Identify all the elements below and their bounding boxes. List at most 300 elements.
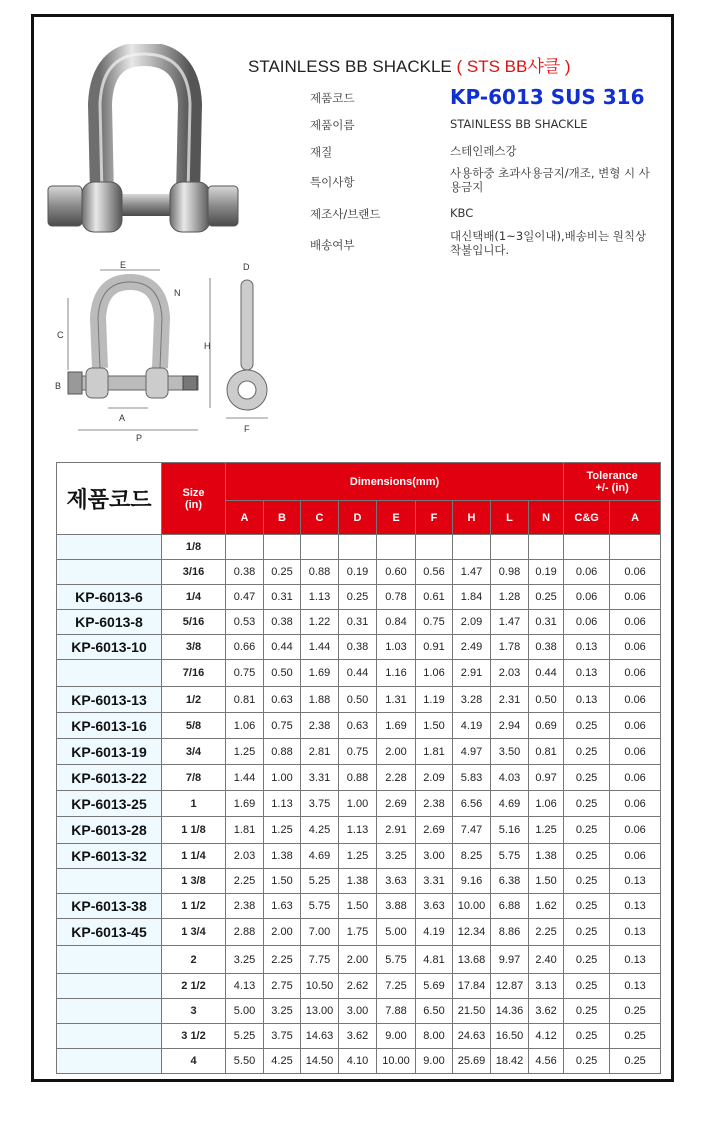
row-value [564, 535, 610, 560]
row-value: 0.25 [264, 560, 301, 585]
row-value: 1.78 [491, 635, 529, 660]
table-row [57, 844, 661, 869]
table-row [57, 946, 661, 974]
row-value: 4.69 [491, 791, 529, 817]
dim-label-A: A [119, 413, 126, 423]
row-value: 0.06 [610, 765, 661, 791]
row-value: 6.56 [453, 791, 491, 817]
row-value: 0.60 [377, 560, 416, 585]
info-value: STAINLESS BB SHACKLE [450, 117, 588, 131]
row-code [57, 999, 162, 1024]
row-value: 2.03 [491, 660, 529, 687]
row-value: 0.25 [564, 999, 610, 1024]
title-main: STAINLESS BB SHACKLE [248, 57, 452, 76]
row-value: 0.50 [264, 660, 301, 687]
row-code [57, 1024, 162, 1049]
row-size: 1 1/2 [162, 894, 226, 919]
row-value: 0.13 [610, 919, 661, 946]
row-value: 0.81 [529, 739, 564, 765]
table-row [57, 535, 661, 560]
row-value: 4.19 [453, 713, 491, 739]
row-value: 2.00 [339, 946, 377, 974]
row-value: 1.25 [529, 817, 564, 844]
row-code: KP-6013-19 [57, 739, 162, 765]
row-value: 0.31 [339, 610, 377, 635]
row-value: 0.13 [610, 946, 661, 974]
row-value: 5.25 [226, 1024, 264, 1049]
row-code: KP-6013-22 [57, 765, 162, 791]
row-value: 25.69 [453, 1049, 491, 1074]
row-size: 1/2 [162, 687, 226, 713]
table-row [57, 610, 661, 635]
row-value: 2.25 [529, 919, 564, 946]
row-value: 3.50 [491, 739, 529, 765]
row-value: 1.81 [416, 739, 453, 765]
row-value: 0.63 [339, 713, 377, 739]
row-value: 0.47 [226, 585, 264, 610]
row-value [377, 535, 416, 560]
row-value: 3.88 [377, 894, 416, 919]
row-value: 0.50 [339, 687, 377, 713]
row-value [416, 535, 453, 560]
row-size: 3/4 [162, 739, 226, 765]
row-value: 1.06 [226, 713, 264, 739]
row-value: 0.25 [564, 817, 610, 844]
row-value: 4.19 [416, 919, 453, 946]
row-value: 1.44 [226, 765, 264, 791]
table-row [57, 585, 661, 610]
row-value: 1.62 [529, 894, 564, 919]
row-value: 5.00 [377, 919, 416, 946]
row-value: 12.87 [491, 974, 529, 999]
row-value: 6.88 [491, 894, 529, 919]
row-value: 4.03 [491, 765, 529, 791]
row-value: 1.69 [226, 791, 264, 817]
col-header-a: A [226, 501, 264, 535]
row-value: 1.06 [416, 660, 453, 687]
row-value: 0.19 [339, 560, 377, 585]
row-code: KP-6013-28 [57, 817, 162, 844]
info-label: 배송여부 [310, 238, 355, 252]
row-value: 3.62 [339, 1024, 377, 1049]
col-header-c: C [301, 501, 339, 535]
row-value: 1.38 [264, 844, 301, 869]
row-value: 2.62 [339, 974, 377, 999]
col-header-h: H [453, 501, 491, 535]
row-value: 2.00 [264, 919, 301, 946]
row-value: 1.50 [529, 869, 564, 894]
row-value: 8.25 [453, 844, 491, 869]
row-value: 10.00 [377, 1049, 416, 1074]
row-value: 0.25 [610, 1024, 661, 1049]
row-value: 0.25 [610, 999, 661, 1024]
row-value: 4.12 [529, 1024, 564, 1049]
table-row [57, 869, 661, 894]
row-value: 21.50 [453, 999, 491, 1024]
row-value: 3.75 [301, 791, 339, 817]
col-header-b: B [264, 501, 301, 535]
row-value: 0.97 [529, 765, 564, 791]
row-value: 0.25 [564, 974, 610, 999]
row-value: 6.38 [491, 869, 529, 894]
row-value: 1.13 [264, 791, 301, 817]
header-tolerance: Tolerance +/- (in) [564, 463, 661, 501]
row-value: 4.81 [416, 946, 453, 974]
row-value: 2.09 [416, 765, 453, 791]
row-value: 0.25 [564, 946, 610, 974]
row-size: 1 3/8 [162, 869, 226, 894]
info-label: 특이사항 [310, 175, 355, 189]
row-value: 0.44 [264, 635, 301, 660]
row-value: 0.31 [529, 610, 564, 635]
row-value: 1.50 [416, 713, 453, 739]
row-value: 1.47 [453, 560, 491, 585]
dim-label-B: B [55, 381, 62, 391]
row-value: 24.63 [453, 1024, 491, 1049]
row-value: 1.38 [529, 844, 564, 869]
table-row [57, 974, 661, 999]
row-value: 4.97 [453, 739, 491, 765]
table-row [57, 894, 661, 919]
row-value: 0.63 [264, 687, 301, 713]
row-size: 1 [162, 791, 226, 817]
col-header-e: E [377, 501, 416, 535]
row-value: 1.22 [301, 610, 339, 635]
row-value: 2.00 [377, 739, 416, 765]
row-value: 0.25 [564, 765, 610, 791]
row-size: 4 [162, 1049, 226, 1074]
row-value: 1.50 [264, 869, 301, 894]
row-value: 0.66 [226, 635, 264, 660]
info-value: 사용하중 초과사용금지/개조, 변형 시 사용금지 [450, 166, 650, 194]
row-value: 17.84 [453, 974, 491, 999]
row-value: 0.53 [226, 610, 264, 635]
row-value: 16.50 [491, 1024, 529, 1049]
row-value: 2.28 [377, 765, 416, 791]
row-value: 5.00 [226, 999, 264, 1024]
row-code [57, 660, 162, 687]
row-value: 0.06 [610, 687, 661, 713]
row-value: 0.38 [339, 635, 377, 660]
row-value: 1.25 [339, 844, 377, 869]
row-value: 2.69 [416, 817, 453, 844]
row-value: 1.00 [264, 765, 301, 791]
row-value [453, 535, 491, 560]
row-value: 0.91 [416, 635, 453, 660]
table-row [57, 687, 661, 713]
row-size: 1/8 [162, 535, 226, 560]
row-value: 0.06 [610, 713, 661, 739]
row-code: KP-6013-10 [57, 635, 162, 660]
row-value: 7.47 [453, 817, 491, 844]
row-value: 1.25 [264, 817, 301, 844]
row-value: 1.00 [339, 791, 377, 817]
row-value: 0.38 [529, 635, 564, 660]
row-value: 0.50 [529, 687, 564, 713]
row-value: 1.50 [339, 894, 377, 919]
row-value: 0.69 [529, 713, 564, 739]
row-value: 5.50 [226, 1049, 264, 1074]
row-value: 1.19 [416, 687, 453, 713]
row-value: 18.42 [491, 1049, 529, 1074]
row-value: 2.91 [453, 660, 491, 687]
row-value: 0.06 [610, 585, 661, 610]
row-value: 3.31 [416, 869, 453, 894]
row-code: KP-6013-45 [57, 919, 162, 946]
header-dimensions: Dimensions(mm) [226, 463, 564, 501]
row-size: 5/8 [162, 713, 226, 739]
row-value: 0.31 [264, 585, 301, 610]
row-value: 3.28 [453, 687, 491, 713]
table-row [57, 1024, 661, 1049]
row-value: 7.00 [301, 919, 339, 946]
row-value: 4.69 [301, 844, 339, 869]
row-value: 2.38 [301, 713, 339, 739]
row-size: 3/8 [162, 635, 226, 660]
row-value: 5.75 [301, 894, 339, 919]
row-size: 1 1/4 [162, 844, 226, 869]
row-value: 3.13 [529, 974, 564, 999]
row-value: 2.25 [226, 869, 264, 894]
row-value: 0.88 [301, 560, 339, 585]
row-value: 0.75 [339, 739, 377, 765]
table-row [57, 560, 661, 585]
row-value: 2.91 [377, 817, 416, 844]
row-value: 0.06 [564, 560, 610, 585]
row-value: 1.03 [377, 635, 416, 660]
row-value: 8.00 [416, 1024, 453, 1049]
row-value: 2.38 [226, 894, 264, 919]
row-value: 0.06 [564, 610, 610, 635]
row-code: KP-6013-25 [57, 791, 162, 817]
row-value: 0.44 [339, 660, 377, 687]
row-value: 1.75 [339, 919, 377, 946]
row-value: 1.47 [491, 610, 529, 635]
row-value: 5.16 [491, 817, 529, 844]
row-value: 0.25 [564, 844, 610, 869]
row-value: 2.25 [264, 946, 301, 974]
row-code [57, 560, 162, 585]
info-label: 재질 [310, 145, 333, 159]
product-code: KP-6013 SUS 316 [450, 85, 645, 109]
row-value: 3.62 [529, 999, 564, 1024]
row-value: 0.25 [564, 713, 610, 739]
row-value: 1.88 [301, 687, 339, 713]
row-value: 2.75 [264, 974, 301, 999]
row-value: 0.38 [264, 610, 301, 635]
row-value: 1.81 [226, 817, 264, 844]
col-header-n: N [529, 501, 564, 535]
row-value: 2.94 [491, 713, 529, 739]
row-value: 0.75 [416, 610, 453, 635]
row-value: 1.13 [339, 817, 377, 844]
row-size: 7/8 [162, 765, 226, 791]
row-size: 2 [162, 946, 226, 974]
row-value: 3.75 [264, 1024, 301, 1049]
page-title [248, 52, 571, 77]
table-row [57, 919, 661, 946]
row-value: 7.25 [377, 974, 416, 999]
row-value: 2.31 [491, 687, 529, 713]
row-value: 0.78 [377, 585, 416, 610]
row-value: 0.06 [610, 635, 661, 660]
row-value: 9.97 [491, 946, 529, 974]
table-row [57, 713, 661, 739]
row-value: 4.25 [264, 1049, 301, 1074]
row-value: 3.25 [377, 844, 416, 869]
dim-label-F: F [244, 424, 250, 434]
row-value: 0.13 [564, 635, 610, 660]
info-label: 제조사/브랜드 [310, 207, 381, 221]
row-value: 2.88 [226, 919, 264, 946]
row-value: 4.13 [226, 974, 264, 999]
row-value: 3.31 [301, 765, 339, 791]
row-value: 2.03 [226, 844, 264, 869]
row-value: 4.56 [529, 1049, 564, 1074]
header-size: Size (in) [162, 463, 226, 535]
row-value: 2.38 [416, 791, 453, 817]
info-label: 제품코드 [310, 91, 355, 105]
row-value: 1.28 [491, 585, 529, 610]
row-value: 0.25 [564, 1049, 610, 1074]
row-value: 0.44 [529, 660, 564, 687]
info-value: 대신택배(1~3일이내),배송비는 원칙상 착불입니다. [450, 229, 647, 257]
row-value: 2.81 [301, 739, 339, 765]
row-value: 5.83 [453, 765, 491, 791]
row-value: 1.16 [377, 660, 416, 687]
row-value: 0.06 [610, 739, 661, 765]
dimension-diagram [48, 258, 288, 448]
row-value: 0.25 [564, 869, 610, 894]
row-value: 13.00 [301, 999, 339, 1024]
row-code: KP-6013-8 [57, 610, 162, 635]
row-size: 1/4 [162, 585, 226, 610]
row-size: 3 [162, 999, 226, 1024]
row-code [57, 869, 162, 894]
row-value [491, 535, 529, 560]
row-value: 3.25 [226, 946, 264, 974]
info-value: 스테인레스강 [450, 144, 517, 158]
dim-label-H: H [204, 341, 211, 351]
row-code: KP-6013-16 [57, 713, 162, 739]
row-value: 9.00 [377, 1024, 416, 1049]
row-code: KP-6013-6 [57, 585, 162, 610]
header-code: 제품코드 [57, 463, 162, 535]
row-value: 0.06 [564, 585, 610, 610]
row-value: 3.63 [377, 869, 416, 894]
row-value: 0.06 [610, 791, 661, 817]
dim-label-N: N [174, 288, 181, 298]
dim-label-C: C [57, 330, 64, 340]
row-value: 1.63 [264, 894, 301, 919]
col-header-c-g: C&G [564, 501, 610, 535]
row-value: 0.13 [610, 894, 661, 919]
row-value: 0.06 [610, 844, 661, 869]
row-value [226, 535, 264, 560]
row-value: 0.06 [610, 817, 661, 844]
row-value: 0.25 [610, 1049, 661, 1074]
row-value: 10.50 [301, 974, 339, 999]
table-row [57, 739, 661, 765]
table-row [57, 791, 661, 817]
row-code [57, 946, 162, 974]
row-size: 7/16 [162, 660, 226, 687]
row-value [339, 535, 377, 560]
row-value: 1.84 [453, 585, 491, 610]
row-value: 12.34 [453, 919, 491, 946]
row-value: 1.31 [377, 687, 416, 713]
row-value: 14.50 [301, 1049, 339, 1074]
row-value: 1.69 [301, 660, 339, 687]
row-value: 0.13 [610, 974, 661, 999]
title-sub: ( STS BB샤클 ) [456, 57, 571, 76]
row-value: 0.25 [529, 585, 564, 610]
row-code: KP-6013-32 [57, 844, 162, 869]
row-value: 14.36 [491, 999, 529, 1024]
row-value: 0.06 [610, 660, 661, 687]
table-row [57, 765, 661, 791]
row-value: 0.13 [610, 869, 661, 894]
row-value: 3.00 [416, 844, 453, 869]
row-value: 0.25 [564, 791, 610, 817]
row-value: 0.56 [416, 560, 453, 585]
table-row [57, 660, 661, 687]
row-value: 14.63 [301, 1024, 339, 1049]
row-value: 2.40 [529, 946, 564, 974]
row-value: 7.75 [301, 946, 339, 974]
row-value: 1.38 [339, 869, 377, 894]
row-size: 5/16 [162, 610, 226, 635]
info-value: KBC [450, 206, 474, 220]
table-row [57, 999, 661, 1024]
row-size: 3 1/2 [162, 1024, 226, 1049]
table-row [57, 817, 661, 844]
row-size: 1 1/8 [162, 817, 226, 844]
row-value: 9.00 [416, 1049, 453, 1074]
row-value [529, 535, 564, 560]
row-value [264, 535, 301, 560]
shackle-photo [42, 44, 247, 254]
row-code [57, 1049, 162, 1074]
row-value: 0.13 [564, 660, 610, 687]
row-value: 0.88 [264, 739, 301, 765]
row-code [57, 535, 162, 560]
row-value: 0.06 [610, 560, 661, 585]
dim-label-E: E [120, 260, 127, 270]
row-value: 0.25 [564, 739, 610, 765]
col-header-a: A [610, 501, 661, 535]
row-value: 0.25 [564, 1024, 610, 1049]
row-value: 1.25 [226, 739, 264, 765]
row-value: 4.10 [339, 1049, 377, 1074]
info-label: 제품이름 [310, 118, 355, 132]
row-value: 9.16 [453, 869, 491, 894]
row-value: 0.88 [339, 765, 377, 791]
row-value: 2.09 [453, 610, 491, 635]
row-value: 4.25 [301, 817, 339, 844]
row-value: 1.44 [301, 635, 339, 660]
row-value: 1.06 [529, 791, 564, 817]
row-size: 2 1/2 [162, 974, 226, 999]
row-value: 0.25 [564, 894, 610, 919]
row-value [610, 535, 661, 560]
row-value: 5.75 [377, 946, 416, 974]
row-code [57, 974, 162, 999]
row-value: 0.75 [264, 713, 301, 739]
row-value: 2.69 [377, 791, 416, 817]
table-row [57, 1049, 661, 1074]
row-value: 6.50 [416, 999, 453, 1024]
